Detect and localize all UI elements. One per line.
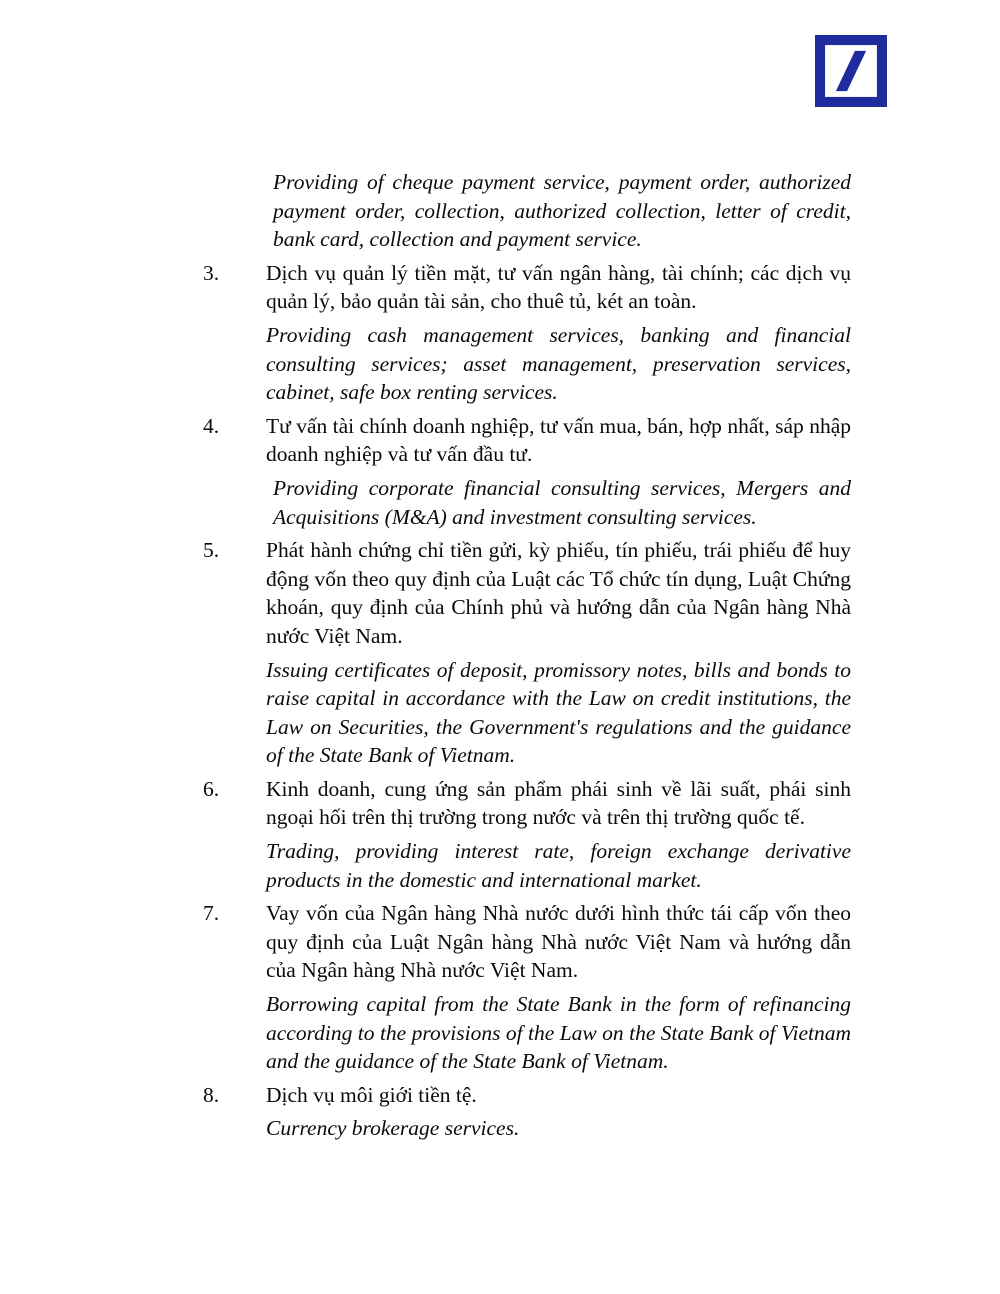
document-body [203, 168, 851, 1148]
list-item-7 [203, 899, 851, 985]
deutsche-bank-logo-icon [815, 35, 887, 107]
logo-slash [836, 51, 866, 91]
item-text-english: Currency brokerage services. [266, 1116, 520, 1141]
list-item-8 [203, 1081, 851, 1110]
item-text-vietnamese: Kinh doanh, cung ứng sản phẩm phái sinh về lãi suất, phái sinh ngoại hối trên thị trường trong nước và trên thị trường quốc tế. [266, 776, 851, 830]
item-number: 8. [203, 1082, 220, 1107]
item-text-english: Trading, providing interest rate, foreign exchange derivative products in the domestic and international market. [266, 839, 851, 892]
item-text-vietnamese: Vay vốn của Ngân hàng Nhà nước dưới hình thức tái cấp vốn theo quy định của Luật Ngân hàng Nhà nước Việt Nam và hướng dẫn của Ngân hàng Nhà nước Việt Nam. [266, 901, 851, 983]
item-number: 6. [203, 776, 220, 801]
item-text-vietnamese: Dịch vụ môi giới tiền tệ. [266, 1082, 477, 1107]
item-text-english: Providing cash management services, banking and financial consulting services; asset management, preservation services, cabinet, safe box renting services. [266, 322, 851, 405]
list-item-5 [203, 536, 851, 650]
item-number: 3. [203, 260, 220, 285]
item-text-english: Borrowing capital from the State Bank in the form of refinancing according to the provisions of the Law on the State Bank of Vietnam and the guidance of the State Bank of Vietnam. [266, 992, 851, 1074]
deutsche-bank-logo [815, 35, 887, 107]
item-number: 4. [203, 413, 220, 438]
item-text-vietnamese: Dịch vụ quản lý tiền mặt, tư vấn ngân hàng, tài chính; các dịch vụ quản lý, bảo quản tài sản, cho thuê tủ, két an toàn. [266, 260, 851, 314]
item-number: 7. [203, 901, 220, 926]
list-item-6 [203, 775, 851, 832]
list-item-3 [203, 259, 851, 316]
item-text-vietnamese: Phát hành chứng chỉ tiền gửi, kỳ phiếu, tín phiếu, trái phiếu để huy động vốn theo quy định của Luật các Tổ chức tín dụng, Luật Chứng khoán, quy định của Chính phủ và hướng dẫn của Ngân hàng Nhà nước Việt Nam. [266, 538, 851, 648]
item-text-english: Issuing certificates of deposit, promissory notes, bills and bonds to raise capital in accordance with the Law on credit institutions, the Law on Securities, the Government's regulations and the guidance of the State Bank of Vietnam. [266, 657, 851, 768]
item-number: 5. [203, 538, 220, 563]
item-text-english: Providing corporate financial consulting services, Mergers and Acquisitions (M&A) and investment consulting services. [273, 475, 851, 529]
intro-english-paragraph: Providing of cheque payment service, payment order, authorized payment order, collection, authorized collection, letter of credit, bank card, collection and payment service. [273, 170, 851, 252]
list-item-4 [203, 412, 851, 469]
item-text-vietnamese: Tư vấn tài chính doanh nghiệp, tư vấn mua, bán, hợp nhất, sáp nhập doanh nghiệp và tư vấn đầu tư. [266, 413, 851, 467]
